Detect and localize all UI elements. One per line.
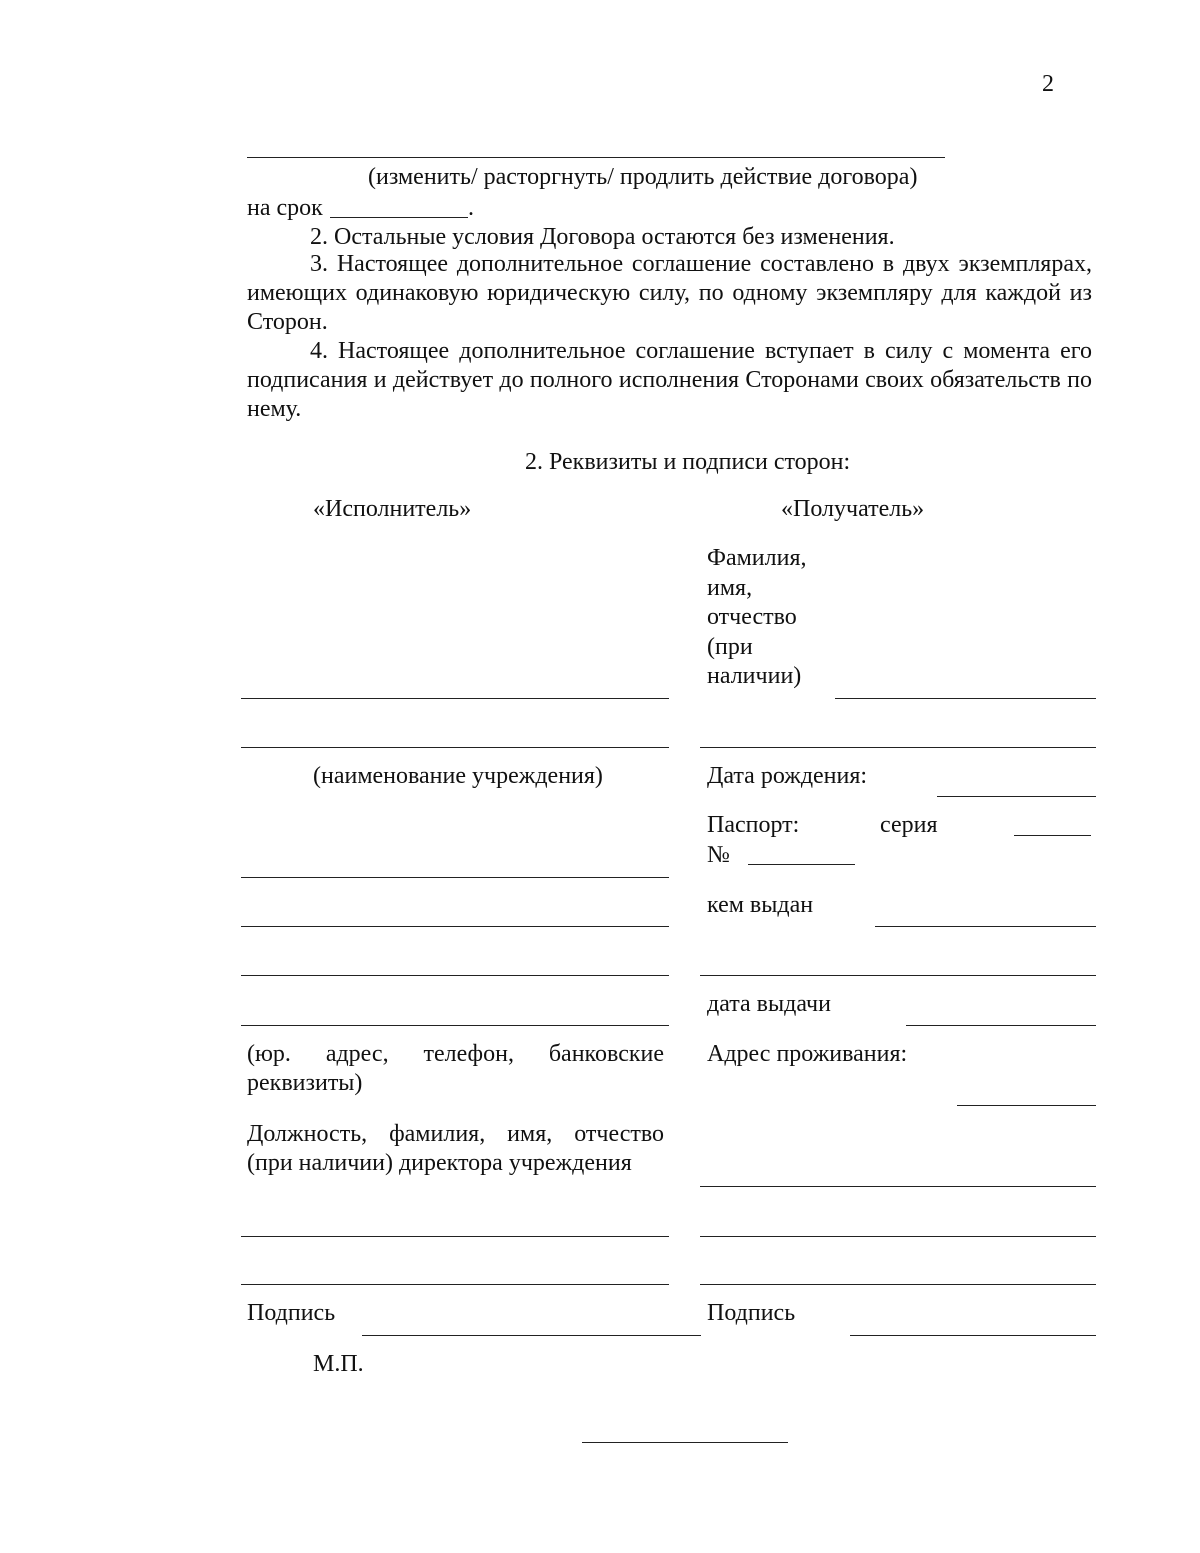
issue-date-line: [906, 1025, 1096, 1026]
clause-2: 2. Остальные условия Договора остаются без изменения.: [310, 224, 895, 250]
executor-line-5: [241, 975, 669, 976]
recipient-line-issued-2: [700, 975, 1096, 976]
bottom-separator: [582, 1442, 788, 1443]
page-number: 2: [1042, 71, 1054, 97]
recipient-fio-line-2: имя,: [707, 575, 753, 601]
address-label: Адрес проживания:: [707, 1041, 908, 1067]
clause-4-text: 4. Настоящее дополнительное соглашение вступает в силу с момента его подписания и действует до полного исполнения Сторонами своих обязательств по нему.: [247, 338, 1092, 422]
issue-date-label: дата выдачи: [707, 991, 831, 1017]
recipient-fio-line-1: Фамилия,: [707, 545, 807, 571]
recipient-signature-line: [850, 1335, 1096, 1336]
executor-signature-line: [362, 1335, 701, 1336]
details-caption: (юр. адрес, телефон, банковские реквизиты): [247, 1041, 664, 1096]
address-line-4: [700, 1284, 1096, 1285]
executor-line-3: [241, 877, 669, 878]
issued-by-line: [875, 926, 1096, 927]
address-line-1: [957, 1105, 1096, 1106]
number-line: [748, 864, 855, 865]
address-line-2: [700, 1186, 1096, 1187]
series-label: серия: [880, 812, 938, 838]
clause-3-text: 3. Настоящее дополнительное соглашение составлено в двух экземплярах, имеющих одинаковую юридическую силу, по одному экземпляру для каждой из Сторон.: [247, 251, 1092, 335]
executor-line-2: [241, 747, 669, 748]
change-type-caption: (изменить/ расторгнуть/ продлить действие договора): [368, 164, 918, 190]
recipient-signature-label: Подпись: [707, 1300, 796, 1326]
passport-label: Паспорт:: [707, 812, 800, 838]
executor-signature-label: Подпись: [247, 1300, 336, 1326]
number-label: №: [707, 842, 730, 868]
birth-date-label: Дата рождения:: [707, 763, 868, 789]
recipient-heading: «Получатель»: [781, 496, 925, 522]
executor-line-8: [241, 1284, 669, 1285]
executor-line-1: [241, 698, 669, 699]
stamp-label: М.П.: [313, 1351, 364, 1377]
address-line-3: [700, 1236, 1096, 1237]
executor-line-4: [241, 926, 669, 927]
executor-line-6: [241, 1025, 669, 1026]
clause-3: [247, 250, 1092, 337]
institution-caption: (наименование учреждения): [313, 763, 603, 789]
issued-by-label: кем выдан: [707, 892, 814, 918]
executor-line-7: [241, 1236, 669, 1237]
series-line: [1014, 835, 1091, 836]
recipient-fio-line-3: отчество: [707, 604, 797, 630]
recipient-fio-line-5: наличии): [707, 663, 802, 689]
requisites-title: 2. Реквизиты и подписи сторон:: [525, 449, 851, 475]
clause-4: [247, 337, 1092, 424]
executor-heading: «Исполнитель»: [313, 496, 472, 522]
recipient-fio-line: [835, 698, 1096, 699]
term-label: на срок: [247, 195, 323, 221]
director-caption: Должность, фамилия, имя, отчество (при наличии) директора учреждения: [247, 1121, 664, 1176]
term-line: [330, 217, 468, 218]
change-type-line: [247, 157, 945, 158]
term-dot: .: [468, 195, 474, 221]
birth-date-line: [937, 796, 1096, 797]
recipient-fio-line-4: (при: [707, 634, 753, 660]
recipient-line-2: [700, 747, 1096, 748]
